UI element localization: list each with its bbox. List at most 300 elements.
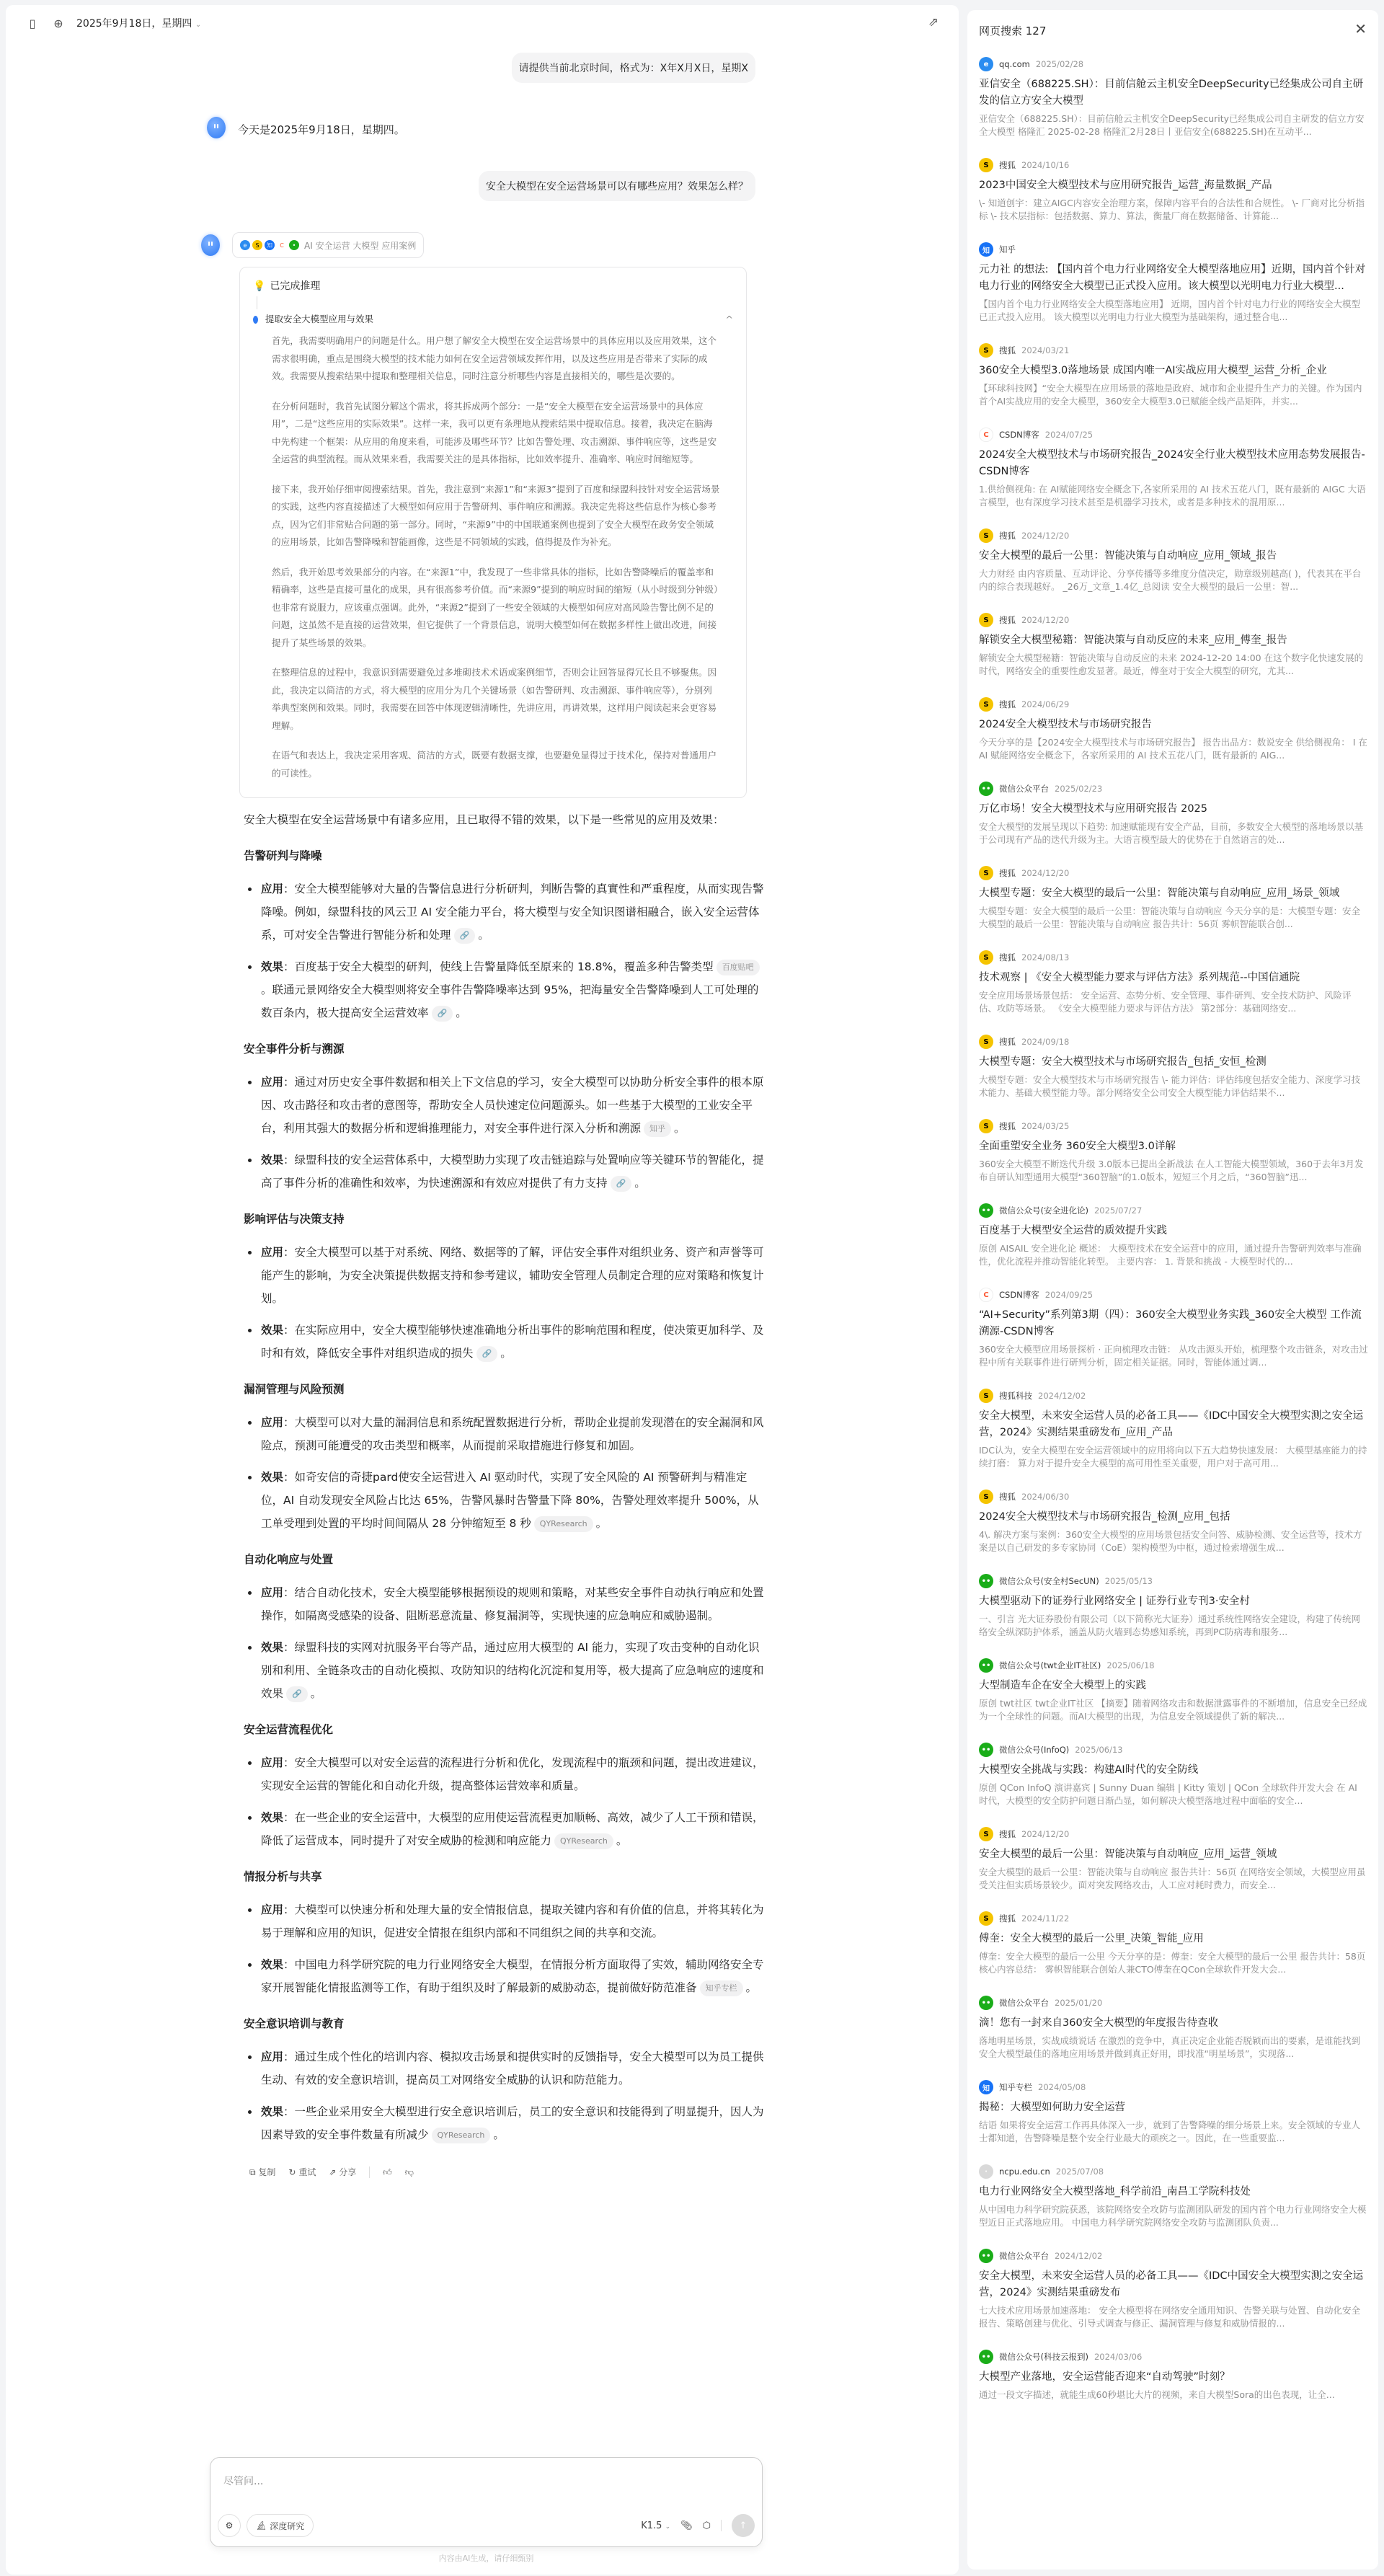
result-snippet: 1.供给侧视角: 在 AI赋能网络安全概念下,各家所采用的 AI 技术五花八门，既有最新的 AIGC 大语言模型，也有深度学习技术甚至是机器学习技术，或者是多种技术的混用原... [979, 484, 1366, 508]
assistant-answer [244, 808, 766, 2155]
source-name: 知乎 [999, 244, 1016, 254]
search-result[interactable] [979, 2079, 1368, 2145]
bullet-text: 。 [616, 1834, 628, 1847]
message-composer[interactable] [210, 2457, 763, 2547]
list-item [244, 1071, 766, 1140]
sohu-logo-icon: S [979, 866, 993, 880]
chat-window [6, 5, 959, 2575]
citation-link[interactable]: QYResearch [534, 1516, 593, 1532]
wechat-logo-icon: •• [979, 782, 993, 796]
source-name: 搜狐 [999, 868, 1016, 878]
sohu-logo-icon: S [979, 1389, 993, 1403]
sohu-logo-icon: S [979, 613, 993, 627]
result-date: 2024/10/16 [1021, 160, 1070, 170]
bullet-list [244, 1411, 766, 1535]
list-item [244, 1148, 766, 1195]
list-item [244, 955, 766, 1024]
result-date: 2025/06/18 [1106, 1660, 1155, 1670]
sohu-logo-icon: S [979, 1911, 993, 1926]
sohu-logo-icon: S [979, 950, 993, 965]
bullet-list [244, 1071, 766, 1195]
result-title[interactable]: 360安全大模型3.0落地场景 成国内唯一AI实战应用大模型_运营_分析_企业 [979, 365, 1327, 376]
list-item [244, 1806, 766, 1852]
result-source [979, 696, 1368, 712]
sohu-logo-icon: S [979, 158, 993, 172]
result-title[interactable]: 百度基于大模型安全运营的质效提升实践 [979, 1225, 1167, 1236]
bullet-label: 应用 [261, 882, 284, 895]
result-source [979, 1995, 1368, 2011]
result-title[interactable]: 全面重塑安全业务 360安全大模型3.0详解 [979, 1141, 1176, 1152]
search-result[interactable] [979, 612, 1368, 678]
section-heading: 自动化响应与处置 [244, 1553, 334, 1566]
chevron-down-icon: ⌄ [665, 2523, 671, 2531]
citation-link[interactable]: 知乎专栏 [700, 1980, 743, 1996]
reasoning-step-title: 提取安全大模型应用与效果 [265, 314, 374, 324]
reasoning-text [272, 332, 720, 782]
result-date: 2025/06/13 [1075, 1745, 1123, 1755]
search-result[interactable] [979, 1287, 1368, 1369]
bullet-label: 效果 [261, 1324, 284, 1337]
list-item [244, 1319, 766, 1365]
deep-research-button[interactable] [247, 2514, 314, 2537]
search-result[interactable] [979, 950, 1368, 1015]
sohu-logo-icon: S [979, 1827, 993, 1841]
result-title[interactable]: 安全大模型，未来安全运营人员的必备工具——《IDC中国安全大模型实测之安全运营，2024》实测结果重磅发布 [979, 2270, 1364, 2298]
reasoning-paragraph: 在分析问题时，我首先试图分解这个需求，将其拆成两个部分：一是“安全大模型在安全运营场景中的具体应用”，二是“这些应用的实际效果”。这样一来，我可以更有条理地从搜索结果中提取信息。接着，我决定在脑海中先构建一个框架：从应用的角度来看，可能涉及哪些环节？比如告警处理、攻击溯源、事件响应等，这些是安全运营的典型流程。而从效果来看，我需要关注的是具体指标，比如效率提升、准确率、响应时间缩短等。 [272, 400, 717, 464]
result-snippet: 七大技术应用场景加速落地： 安全大模型将在网络安全通用知识、告警关联与处置、自动化安全报告、策略创建与优化、引导式调查与修正、漏洞管理与修复和威胁情报的... [979, 2305, 1360, 2329]
list-item [244, 1581, 766, 1627]
assistant-response-column [201, 5, 771, 2564]
search-result[interactable] [979, 1826, 1368, 1892]
qq-logo-icon: e [979, 57, 993, 71]
citation-link[interactable]: 🔗 [432, 1006, 453, 1022]
bullet-label: 效果 [261, 1958, 284, 1971]
result-source [979, 2164, 1368, 2179]
sliders-icon: ⚙ [225, 2520, 234, 2531]
search-result[interactable] [979, 1573, 1368, 1639]
result-title[interactable]: 电力行业网络安全大模型落地_科学前沿_南昌工学院科技处 [979, 2186, 1251, 2197]
result-snippet: 安全大模型的发展呈现以下趋势: 加速赋能现有安全产品，目前，多数安全大模型的落地场景以基于公司现有产品的迭代升级为主。大语言模型最大的优势在于自然语言的处... [979, 821, 1364, 845]
bullet-label: 应用 [261, 1756, 284, 1769]
result-title[interactable]: 安全大模型，未来安全运营人员的必备工具——《IDC中国安全大模型实测之安全运营，2024》实测结果重磅发布_应用_产品 [979, 1410, 1364, 1438]
result-source [979, 427, 1368, 443]
retry-icon: ↻ [288, 2167, 296, 2177]
result-date: 2024/06/29 [1021, 699, 1070, 709]
source-name: 微信公众号(安全村SecUN) [999, 1576, 1099, 1586]
ai-disclaimer: 内容由AI生成，请仔细甄别 [438, 2554, 534, 2563]
result-date: 2025/02/28 [1035, 59, 1084, 69]
bullet-text: ：绿盟科技的实网对抗服务平台等产品，通过应用大模型的 AI 能力，实现了攻击变种的自动化识别和利用、全链条攻击的自动化模拟、攻防知识的结构化沉淀和复用等，极大提高了应急响应的速度和效果 [261, 1641, 764, 1700]
source-name: 搜狐 [999, 1037, 1016, 1047]
result-title[interactable]: 大模型专题：安全大模型技术与市场研究报告_包括_安恒_检测 [979, 1056, 1267, 1068]
bullet-text: ：通过生成个性化的培训内容、模拟攻击场景和提供实时的反馈指导，安全大模型可以为员工提供生动、有效的安全意识培训，提高员工对网络安全威胁的认识和防范能力。 [261, 2050, 764, 2086]
send-button[interactable] [732, 2514, 755, 2537]
message-input[interactable]: 尽管问... [223, 2476, 264, 2487]
result-date: 2024/09/18 [1021, 1037, 1070, 1047]
result-source [979, 1826, 1368, 1842]
source-name: 搜狐 [999, 1829, 1016, 1839]
bullet-text: ：如奇安信的奇捷pard使安全运营进入 AI 驱动时代，实现了安全风险的 AI 预警研判与精准定位，AI 自动发现安全风险占比达 65%，告警风暴时告警量下降 80%，告警处理效率提升 500%，从工单受理到处置的平均时间间隔从 28 分钟缩短至 8 秒 [261, 1471, 759, 1530]
bullet-text: ：安全大模型能够对大量的告警信息进行分析研判，判断告警的真實性和严重程度，从而实现告警降噪。例如，绿盟科技的风云卫 AI 安全能力平台，将大模型与安全知识图谱相融合，嵌入安全运营体系，可对安全告警进行智能分析和处理 [261, 882, 764, 942]
search-result[interactable] [979, 242, 1368, 324]
wechat-logo-icon: •• [979, 1574, 993, 1588]
search-sources-chip[interactable] [232, 232, 424, 258]
model-label: K1.5 [641, 2520, 662, 2531]
bullet-text: 。 [500, 1347, 512, 1360]
source-name: CSDN博客 [999, 430, 1039, 440]
result-source [979, 1742, 1368, 1758]
list-item [244, 1241, 766, 1310]
search-result[interactable] [979, 157, 1368, 223]
result-date: 2024/07/25 [1044, 430, 1094, 440]
result-snippet: 从中国电力科学研究院获悉，该院网络安全攻防与监测团队研发的国内首个电力行业网络安全大模型近日正式落地应用。 中国电力科学研究院网络安全攻防与监测团队负责... [979, 2204, 1367, 2228]
result-title[interactable]: 亚信安全（688225.SH）：目前信舱云主机安全DeepSecurity已经集成公司自主研发的信立方安全大模型 [979, 79, 1364, 107]
section-heading: 影响评估与决策支持 [244, 1213, 345, 1226]
wechat-source-icon: • [289, 240, 299, 250]
cube-icon[interactable]: ⬡ [702, 2520, 711, 2531]
result-snippet: 【国内首个电力行业网络安全大模型落地应用】 近期，国内首个针对电力行业的网络安全大模型已正式投入应用。 该大模型以光明电力行业大模型为基础架构，通过整合电... [979, 298, 1360, 322]
list-item [244, 2045, 766, 2092]
source-name: CSDN博客 [999, 1290, 1039, 1300]
bullet-text: ：大模型可以对大量的漏洞信息和系统配置数据进行分析，帮助企业提前发现潜在的安全漏洞和风险点，预测可能遭受的攻击类型和概率，从而提前采取措施进行修复和加固。 [261, 1416, 764, 1452]
search-result[interactable] [979, 427, 1368, 509]
chevron-up-icon[interactable]: ^ [725, 314, 733, 324]
result-title[interactable]: 安全大模型的最后一公里：智能决策与自动响应_应用_运营_领域 [979, 1849, 1277, 1860]
result-title[interactable]: 2024安全大模型技术与市场研究报告_检测_应用_包括 [979, 1511, 1230, 1523]
bullet-text: ：大模型可以快速分析和处理大量的安全情报信息，提取关键内容和有价值的信息，并将其转化为易于理解和应用的知识，促进安全情报在组织内部和不同组织之间的共享和交流。 [261, 1903, 764, 1939]
result-title[interactable]: 大模型驱动下的证券行业网络安全 | 证券行业专刊3·安全村 [979, 1595, 1250, 1607]
bullet-text: ：绿盟科技的安全运营体系中，大模型助力实现了攻击链追踪与处置响应等关键环节的智能化，提高了事件分析的准确性和效率，为快速溯源和有效应对提供了有力支持 [261, 1154, 764, 1190]
list-item [244, 1411, 766, 1457]
search-result[interactable] [979, 696, 1368, 762]
bullet-label: 效果 [261, 2105, 284, 2118]
citation-link[interactable]: 🔗 [286, 1686, 308, 1702]
microscope-icon: 🔬︎ [256, 2520, 267, 2531]
search-result[interactable] [979, 781, 1368, 846]
result-source [979, 1657, 1368, 1673]
panel-title: 网页搜索 127 [979, 25, 1047, 37]
source-name: qq.com [999, 59, 1030, 69]
share-button[interactable] [329, 2165, 356, 2179]
result-snippet: 大模型专题：安全大模型技术与市场研究报告 \- 能力评估：评估纬度包括安全能力、深度学习技术能力、基础大模型能力等。部分网络安全公司安全大模型能力评估结果不... [979, 1074, 1361, 1098]
result-snippet: 原创 QCon InfoQ 演讲嘉宾 | Sunny Duan 编辑 | Kitty 策划 | QCon 全球软件开发大会 在 AI 时代，大模型的安全防护问题日渐凸显，如何解决大模型落地过程中面临的安全... [979, 1782, 1357, 1806]
bullet-text: 。 [674, 1122, 686, 1135]
result-source [979, 1203, 1368, 1218]
result-title[interactable]: 元力社 的想法: 【国内首个电力行业网络安全大模型落地应用】近期，国内首个针对电力行业的网络安全大模型已正式投入应用。该大模型以光明电力行业大模型... [979, 264, 1366, 292]
search-result[interactable] [979, 1203, 1368, 1268]
bullet-text: ：中国电力科学研究院的电力行业网络安全大模型，在情报分析方面取得了实效，辅助网络安全专家开展智能化情报监测等工作，有助于组织及时了解最新的威胁动态，提前做好防范准备 [261, 1958, 764, 1994]
search-result[interactable] [979, 1489, 1368, 1554]
search-result[interactable] [979, 2164, 1368, 2229]
result-source [979, 1118, 1368, 1134]
result-date: 2024/05/08 [1038, 2082, 1086, 2092]
search-result[interactable] [979, 1034, 1368, 1099]
result-source [979, 1287, 1368, 1303]
result-title[interactable]: 2024安全大模型技术与市场研究报告_2024安全行业大模型技术应用态势发展报告-CSDN博客 [979, 449, 1365, 477]
search-results-list [979, 56, 1368, 2402]
result-date: 2025/05/13 [1104, 1576, 1153, 1586]
bullet-label: 效果 [261, 1811, 284, 1824]
model-selector[interactable] [641, 2520, 670, 2531]
retry-button[interactable] [288, 2165, 316, 2179]
bullet-text: 。 [456, 1006, 467, 1019]
section-heading: 告警研判与降噪 [244, 849, 322, 862]
citation-link[interactable]: 🔗 [454, 928, 476, 944]
wechat-logo-icon: •• [979, 2249, 993, 2263]
result-title[interactable]: 傅奎：安全大模型的最后一公里_决策_智能_应用 [979, 1933, 1204, 1944]
zhihu-logo-icon: 知 [979, 242, 993, 257]
source-name: 搜狐科技 [999, 1391, 1032, 1401]
bullet-list [244, 1241, 766, 1365]
bullet-label: 效果 [261, 1471, 284, 1484]
search-result[interactable] [979, 1657, 1368, 1723]
chevron-down-icon: ⌄ [195, 21, 202, 29]
bullet-text: ：安全大模型可以基于对系统、网络、数据等的了解，评估安全事件对组织业务、资产和声誉等可能产生的影响，为安全决策提供数据支持和参考建议，辅助安全管理人员制定合理的应对策略和恢复计划。 [261, 1246, 764, 1305]
search-results-panel [967, 10, 1378, 2570]
source-name: 微信公众号(科技云报到) [999, 2352, 1088, 2362]
result-title[interactable]: 大模型安全挑战与实践：构建AI时代的安全防线 [979, 1764, 1199, 1776]
chat-header [25, 15, 201, 31]
sohu-logo-icon: S [979, 343, 993, 358]
bullet-text: ：结合自动化技术，安全大模型能够根据预设的规则和策略，对某些安全事件自动执行响应和处置操作，如隔离受感染的设备、阻断恶意流量、修复漏洞等，实现快速的应急响应和威胁遏制。 [261, 1586, 764, 1622]
attachment-icon[interactable]: 📎︎ [680, 2520, 693, 2531]
result-snippet: 傅奎：安全大模型的最后一公里 今天分享的是：傅奎：安全大模型的最后一公里 报告共计：58页 核心内容总结： 雾帜智能联合创始人兼CTO傅奎在QCon全球软件开发大会... [979, 1951, 1366, 1975]
bullet-text: ：百度基于安全大模型的研判，使线上告警量降低至原来的 18.8%，覆盖多种告警类型 [283, 960, 714, 973]
share-label: 分享 [339, 2167, 357, 2177]
result-source [979, 865, 1368, 881]
result-date: 2025/07/27 [1094, 1205, 1143, 1216]
result-date: 2024/11/22 [1021, 1913, 1070, 1924]
bullet-label: 效果 [261, 1641, 284, 1654]
citation-link[interactable]: 知乎 [644, 1121, 671, 1137]
csdn-logo-icon: C [979, 428, 993, 442]
citation-link[interactable]: QYResearch [554, 1833, 613, 1849]
result-snippet: 落地明星场景，实战成绩说话 在激烈的竞争中，真正决定企业能否脱颖而出的要素，是谁能找到安全大模型最佳的落地应用场景并做到真正好用，即找准“明星场景”，实现落... [979, 2035, 1360, 2059]
result-source [979, 2248, 1368, 2264]
result-snippet: IDC认为，安全大模型在安全运营领域中的应用将向以下五大趋势快速发展： 大模型基座能力的持续打磨： 算力对于提升安全大模型的高可用性至关重要，用户对于高可用... [979, 1445, 1367, 1469]
result-snippet: 360安全大模型不断迭代升级 3.0版本已提出全新战法 在人工智能大模型领域，360于去年3月发布自研认知型通用大模型“360智脑”的1.0版本，短短三个月之后，“360智脑”迅... [979, 1159, 1364, 1182]
source-name: 搜狐 [999, 952, 1016, 962]
bullet-list [244, 1898, 766, 1999]
result-date: 2024/12/20 [1021, 615, 1070, 625]
bullet-list [244, 1751, 766, 1852]
reasoning-paragraph: 然后，我开始思考效果部分的内容。在“来源1”中，我发现了一些非常具体的指标，比如告警降噪后的覆盖率和精确率，这些是直接可量化的成果，具有很高参考价值。而“来源9”提到的响应时间的缩短（从小时级到分钟级）也非常有说服力，应该重点强调。此外，“来源2”提到了一些安全领域的大模型如何应对高风险告警比例不足的问题，这虽然不是直接的运营效果，但它提供了一个背景信息，说明大模型如何在数据多样性上做出改进，间接提升了某些场景的效果。 [272, 566, 719, 648]
result-source [979, 528, 1368, 544]
sohu-logo-icon: S [979, 1119, 993, 1133]
result-snippet: 原创 twt社区 twt企业IT社区 【摘要】随着网络攻击和数据泄露事件的不断增加，信息安全已经成为一个全球性的问题。而AI大模型的出现，为信息安全领域提供了新的解决... [979, 1698, 1367, 1722]
bullet-label: 应用 [261, 1076, 284, 1089]
citation-link[interactable]: QYResearch [432, 2128, 491, 2143]
reasoning-panel [239, 267, 747, 798]
chat-title: 2025年9月18日，星期四 [76, 18, 192, 30]
source-name: 微信公众号(安全进化论) [999, 1205, 1088, 1216]
result-source [979, 1911, 1368, 1926]
chat-title-dropdown[interactable] [76, 16, 201, 30]
source-name: ncpu.edu.cn [999, 2166, 1050, 2177]
result-source [979, 2079, 1368, 2095]
arrow-up-icon: ↑ [739, 2520, 748, 2531]
search-result[interactable] [979, 1388, 1368, 1470]
citation-link[interactable]: 🔗 [611, 1176, 632, 1192]
copy-icon: ⧉ [249, 2167, 256, 2177]
result-title[interactable]: 技术观察 | 《安全大模型能力要求与评估方法》系列规范--中国信通院 [979, 972, 1300, 983]
bullet-label: 效果 [261, 1154, 284, 1167]
share-icon: ⇗ [329, 2167, 337, 2177]
result-date: 2025/02/23 [1055, 784, 1103, 794]
section-heading: 安全运营流程优化 [244, 1723, 334, 1736]
result-source [979, 2349, 1368, 2365]
search-result[interactable] [979, 1995, 1368, 2061]
search-result[interactable] [979, 2248, 1368, 2330]
bullet-label: 应用 [261, 1586, 284, 1599]
wechat-logo-icon: •• [979, 1658, 993, 1673]
result-title[interactable]: 2024安全大模型技术与市场研究报告 [979, 719, 1152, 730]
reasoning-step-toggle[interactable] [253, 312, 733, 327]
share-icon[interactable]: ⇗ [928, 15, 939, 30]
result-title[interactable]: “AI+Security”系列第3期（四）：360安全大模型业务实践_360安全大模型 工作流溯源-CSDN博客 [979, 1309, 1362, 1337]
search-result[interactable] [979, 528, 1368, 593]
wechat-logo-icon: •• [979, 2350, 993, 2364]
bullet-text: 。联通元景网络安全大模型则将安全事件告警降噪率达到 95%，把海量安全告警降噪到人工可处理的数百条内，极大提高安全运营效率 [261, 983, 759, 1019]
divider [369, 2166, 370, 2178]
source-name: 搜狐 [999, 1492, 1016, 1502]
result-source [979, 1034, 1368, 1050]
result-title[interactable]: 2023中国安全大模型技术与应用研究报告_运营_海量数据_产品 [979, 180, 1272, 191]
search-result[interactable] [979, 1911, 1368, 1976]
bullet-text: 。 [310, 1687, 322, 1700]
source-name: 微信公众平台 [999, 1998, 1049, 2008]
copy-label: 复制 [258, 2167, 276, 2177]
result-date: 2024/03/21 [1021, 345, 1070, 355]
bullet-text: 。 [634, 1177, 646, 1190]
new-chat-icon[interactable]: ⊕ [53, 16, 63, 30]
search-result[interactable] [979, 56, 1368, 138]
result-snippet: 今天分享的是【2024安全大模型技术与市场研究报告】 报告出品方：数说安全 供给侧视角： I 在 AI 赋能网络安全概念下，各家所采用的 AI 技术五花八门，既有最新的 AIG... [979, 737, 1367, 761]
section-heading: 情报分析与共享 [244, 1870, 322, 1883]
result-date: 2025/01/20 [1055, 1998, 1103, 2008]
result-snippet: 【环球科技网】“安全大模型在应用场景的落地是政府、城市和企业提升生产力的关键。作为国内首个AI实战应用的安全大模型，360安全大模型3.0已赋能全线产品矩阵，并实... [979, 383, 1362, 407]
source-name: 微信公众号(InfoQ) [999, 1745, 1070, 1755]
reasoning-paragraph: 在语气和表达上，我决定采用客观、简洁的方式，既要有数据支撑，也要避免显得过于技术化，保持对普通用户的可读性。 [272, 750, 717, 779]
result-title[interactable]: 揭秘：大模型如何助力安全运营 [979, 2102, 1125, 2113]
source-name: 微信公众平台 [999, 2251, 1049, 2261]
bullet-text: 。 [478, 929, 489, 942]
source-name: 搜狐 [999, 160, 1016, 170]
sidebar-toggle-icon[interactable]: ▯ [29, 16, 36, 30]
result-date: 2024/06/30 [1021, 1492, 1070, 1502]
result-snippet: 解锁安全大模型秘籍：智能决策与自动反应的未来 2024-12-20 14:00 在这个数字化快速发展的时代，网络安全的重要性愈发显著。最近，傅奎对于安全大模型的研究，尤其... [979, 652, 1364, 676]
result-snippet: 亚信安全（688225.SH）：目前信舱云主机安全DeepSecurity已经集成公司自主研发的信立方安全大模型 格隆汇 2025-02-28 格隆汇2月28日丨亚信安全(688225.SH)在互动平... [979, 113, 1365, 137]
result-date: 2024/12/20 [1021, 1829, 1070, 1839]
search-result[interactable] [979, 1118, 1368, 1184]
list-item [244, 1751, 766, 1797]
search-result[interactable] [979, 2349, 1368, 2402]
bullet-text: ：安全大模型可以对安全运营的流程进行分析和优化，发现流程中的瓶颈和问题，提出改进建议，实现安全运营的智能化和自动化升级，提高整体运营效率和质量。 [261, 1756, 764, 1792]
result-title[interactable]: 万亿市场！安全大模型技术与应用研究报告 2025 [979, 803, 1208, 815]
result-title[interactable]: 滴！您有一封来自360安全大模型的年度报告待查收 [979, 2017, 1219, 2029]
thumbs-up-icon[interactable]: 👍︎ [383, 2167, 392, 2177]
list-item [244, 1466, 766, 1535]
reasoning-paragraph: 接下来，我开始仔细审阅搜索结果。首先，我注意到“来源1”和“来源3”提到了百度和绿盟科技针对安全运营场景的实践，这些内容直接描述了大模型如何应用于告警研判、事件响应和溯源。我决定先将这些信息作为核心参考点，因为它们非常贴合问题的第一部分。同时，“来源9”中的中国联通案例也提到了安全大模型在政务安全领域的应用场景，比如告警降噪和智能画像，这些是不同领域的实践，值得提及作为补充。 [272, 483, 720, 547]
bullet-text: ：通过对历史安全事件数据和相关上下文信息的学习，安全大模型可以协助分析安全事件的根本原因、攻击路径和攻击者的意图等，帮助安全人员快速定位问题源头。如一些基于大模型的工业安全平台，利用其强大的数据分析和逻辑推理能力，对安全事件进行深入分析和溯源 [261, 1076, 764, 1135]
result-source [979, 612, 1368, 628]
result-date: 2024/03/25 [1021, 1121, 1070, 1131]
result-title[interactable]: 大型制造车企在安全大模型上的实践 [979, 1680, 1146, 1691]
list-item [244, 2100, 766, 2146]
user-message: 请提供当前北京时间，格式为：X年X月X日，星期X [512, 53, 755, 83]
result-snippet: 大模型专题：安全大模型的最后一公里：智能决策与自动响应 今天分享的是：大模型专题：安全大模型的最后一公里：智能决策与自动响应 报告共计：56页 雾帜智能联合创... [979, 906, 1360, 929]
csdn-source-icon: C [277, 240, 287, 250]
source-name: 搜狐 [999, 345, 1016, 355]
search-query: AI 安全运营 大模型 应用案例 [304, 240, 417, 251]
result-source [979, 1388, 1368, 1404]
thumbs-down-icon[interactable]: 👎︎ [404, 2167, 414, 2177]
sohu-logo-icon: S [979, 697, 993, 712]
bullet-list [244, 1581, 766, 1705]
result-source [979, 157, 1368, 173]
sohu-logo-icon: S [979, 1490, 993, 1504]
search-result[interactable] [979, 342, 1368, 408]
section-heading: 安全意识培训与教育 [244, 2017, 345, 2030]
close-icon[interactable]: ✕ [1354, 20, 1367, 37]
search-result[interactable] [979, 1742, 1368, 1807]
result-snippet: 一、引言 光大证券股份有限公司（以下简称光大证券）通过系统性网络安全建设，构建了传统网络安全纵深防护体系，涵盖从防火墙到态势感知系统，再到PC防病毒和服务... [979, 1614, 1360, 1637]
result-snippet: 原创 AISAIL 安全进化论 概述： 大模型技术在安全运营中的应用，通过提升告警研判效率与准确性，优化流程并推动智能化转型。 主要内容： 1. 背景和挑战 - 大模型时代的... [979, 1243, 1362, 1267]
result-title[interactable]: 安全大模型的最后一公里：智能决策与自动响应_应用_领域_报告 [979, 550, 1277, 562]
result-title[interactable]: 大模型专题：安全大模型的最后一公里：智能决策与自动响应_应用_场景_领域 [979, 888, 1340, 899]
result-source [979, 1489, 1368, 1505]
sohu-logo-icon: S [979, 528, 993, 543]
result-date: 2024/12/20 [1021, 531, 1070, 541]
result-snippet: \- 知道创宇：建立AIGC内容安全治理方案，保障内容平台的合法性和合规性。 \- 厂商对比分析指标 \- 技术层指标：包括数据、算力、算法，衡量厂商在数据储备、计算能... [979, 198, 1365, 221]
list-item [244, 1636, 766, 1705]
sohu-logo-icon: S [979, 1035, 993, 1049]
sohu-source-icon: S [252, 240, 262, 250]
deep-research-label: 深度研究 [270, 2520, 305, 2531]
list-item [244, 1953, 766, 1999]
bullet-text: 。 [493, 2128, 505, 2141]
qq-source-icon: e [240, 240, 250, 250]
list-item [244, 1898, 766, 1944]
copy-button[interactable] [249, 2165, 275, 2179]
result-date: 2024/12/20 [1021, 868, 1070, 878]
message-actions [249, 2165, 771, 2179]
bullet-text: 。 [745, 1981, 758, 1994]
assistant-avatar [201, 234, 220, 256]
bullet-list [244, 877, 766, 1024]
bullet-label: 应用 [261, 2050, 284, 2063]
lightbulb-icon: 💡 [253, 280, 266, 292]
settings-sliders-button[interactable] [218, 2514, 241, 2537]
citation-link[interactable]: 🔗 [476, 1346, 498, 1362]
result-title[interactable]: 解锁安全大模型秘籍：智能决策与自动反应的未来_应用_傅奎_报告 [979, 634, 1287, 646]
search-result[interactable] [979, 865, 1368, 931]
bullet-label: 应用 [261, 1246, 284, 1259]
result-date: 2024/12/02 [1038, 1391, 1086, 1401]
source-name: 知乎专栏 [999, 2082, 1032, 2092]
result-source [979, 56, 1368, 72]
csdn-logo-icon: C [979, 1288, 993, 1302]
result-date: 2024/08/13 [1021, 952, 1070, 962]
result-snippet: 安全应用场景场景包括： 安全运营、态势分析、安全管理、事件研判、安全技术防护、风险评估、攻防等场景。 《安全大模型能力要求与评估方法》 第2部分：基础网络安... [979, 990, 1352, 1014]
result-source [979, 342, 1368, 358]
source-name: 搜狐 [999, 531, 1016, 541]
result-title[interactable]: 大模型产业落地，安全运营能否迎来“自动驾驶”时刻？ [979, 2371, 1230, 2383]
reasoning-paragraph: 在整理信息的过程中，我意识到需要避免过多堆砌技术术语或案例细节，否则会让回答显得冗长且不够聚焦。因此，我决定以简洁的方式，将大模型的应用分为几个关键场景（如告警研判、攻击溯源、事件响应等），分别列举典型案例和效果。同时，我需要在回答中体现逻辑清晰性，先讲应用，再讲效果，这样用户阅读起来会更容易理解。 [272, 667, 717, 731]
zhihu-source-icon: 知 [265, 240, 275, 250]
citation-link[interactable]: 百度贴吧 [717, 960, 760, 975]
section-heading: 安全事件分析与溯源 [244, 1043, 345, 1055]
